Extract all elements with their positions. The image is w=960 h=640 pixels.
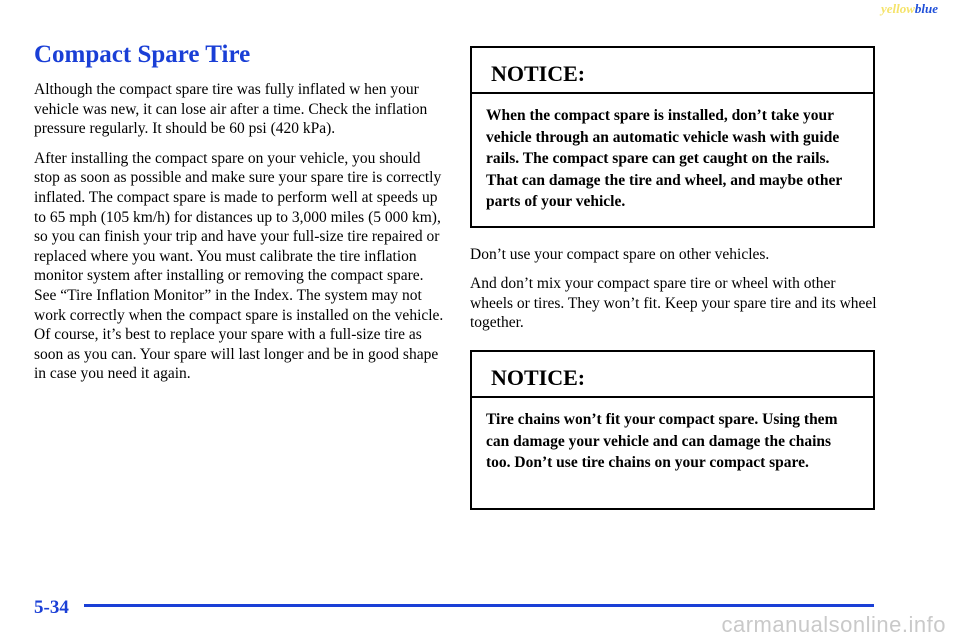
notice-box-tire-chains [470,350,875,510]
paragraph-mix-wheels: And don’t mix your compact spare tire or wheel with other wheels or tires. They won’t fit. Keep your spare tire and its wheel together. [470,275,877,332]
notice-body: When the compact spare is installed, don’t take your vehicle through an automatic vehicle wash with guide rails. The compact spare can get caught on the rails. That can damage the tire and wheel, and maybe other parts of your vehicle. [486,107,842,210]
section-title: Compact Spare Tire [34,41,251,68]
paragraph-installing: After installing the compact spare on your vehicle, you should stop as soon as possible and make sure your spare tire is correctly inflated. The compact spare is made to perform well at speeds up to 65 mph (105 km/h) for distances up to 3,000 miles (5 000 km), so you can finish your trip and have your full-size tire repaired or replaced where you want. You must calibrate the tire inflation monitor system after installing or removing the compact spare. See “Tire Inflation Monitor” in the Index. The system may not work correctly when the compact spare is installed on the vehicle. Of course, it’s best to replace your spare with a full-size tire as soon as you can. Your spare will last longer and be in good shape in case you need it again. [34,149,444,383]
notice-heading: NOTICE: [472,352,873,398]
footer-rule [84,604,874,607]
watermark: carmanualsonline.info [721,612,946,637]
page-number: 5-34 [34,597,69,618]
color-tag [881,1,938,17]
paragraph-inflation: Although the compact spare tire was fully inflated w hen your vehicle was new, it can lose air after a time. Check the inflation pressure regularly. It should be 60 psi (420 kPa). [34,81,428,138]
notice-body: Tire chains won’t fit your compact spare. Using them can damage your vehicle and can damage the chains too. Don’t use tire chains on your compact spare. [486,411,838,471]
color-tag-yellow: yellow [880,1,915,16]
color-tag-blue: blue [914,1,938,16]
paragraph-other-vehicles: Don’t use your compact spare on other vehicles. [470,246,770,263]
notice-heading: NOTICE: [472,48,873,94]
notice-box-car-wash [470,46,875,228]
left-column [34,80,444,394]
